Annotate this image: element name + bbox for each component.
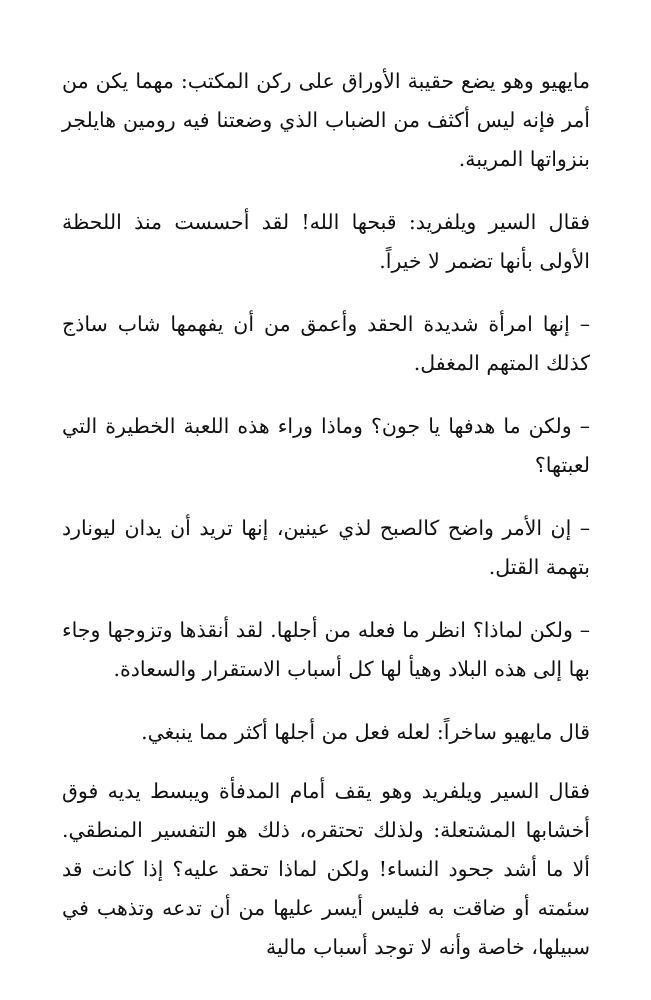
paragraph-8: فقال السير ويلفريد وهو يقف أمام المدفأة ويبسط يديه فوق أخشابها المشتعلة: ولذلك تحتقره، ذلك هو التفسير المنطقي. ألا ما أشد جحود النساء! ولكن لماذا تحقد عليه؟ إذا كانت قد سئمته أو ضاقت به فليس أيسر عليها من أن تدعه وتذهب في سبيلها، خاصة وأنه لا توجد أسباب مالية [62, 779, 590, 959]
paragraph-4: – ولكن ما هدفها يا جون؟ وماذا وراء هذه اللعبة الخطيرة التي لعبتها؟ [62, 414, 590, 477]
paragraph-7: قال مايهيو ساخراً: لعله فعل من أجلها أكثر مما ينبغي. [141, 720, 590, 744]
paragraph-1: مايهيو وهو يضع حقيبة الأوراق على ركن المكتب: مهما يكن من أمر فإنه ليس أكثف من الضباب الذي وضعتنا فيه رومين هايلجر بنزواتها المريبة. [62, 69, 590, 171]
paragraph-5: – إن الأمر واضح كالصبح لذي عينين، إنها تريد أن يدان ليونارد بتهمة القتل. [62, 516, 590, 579]
paragraph-6: – ولكن لماذا؟ انظر ما فعله من أجلها. لقد أنقذها وتزوجها وجاء بها إلى هذه البلاد وهيأ لها كل أسباب الاستقرار والسعادة. [62, 618, 590, 681]
document-page [62, 62, 590, 991]
paragraph-3: – إنها امرأة شديدة الحقد وأعمق من أن يفهمها شاب ساذج كذلك المتهم المغفل. [62, 312, 590, 375]
paragraph-2: فقال السير ويلفريد: قبحها الله! لقد أحسست منذ اللحظة الأولى بأنها تضمر لا خيراً. [62, 210, 590, 273]
